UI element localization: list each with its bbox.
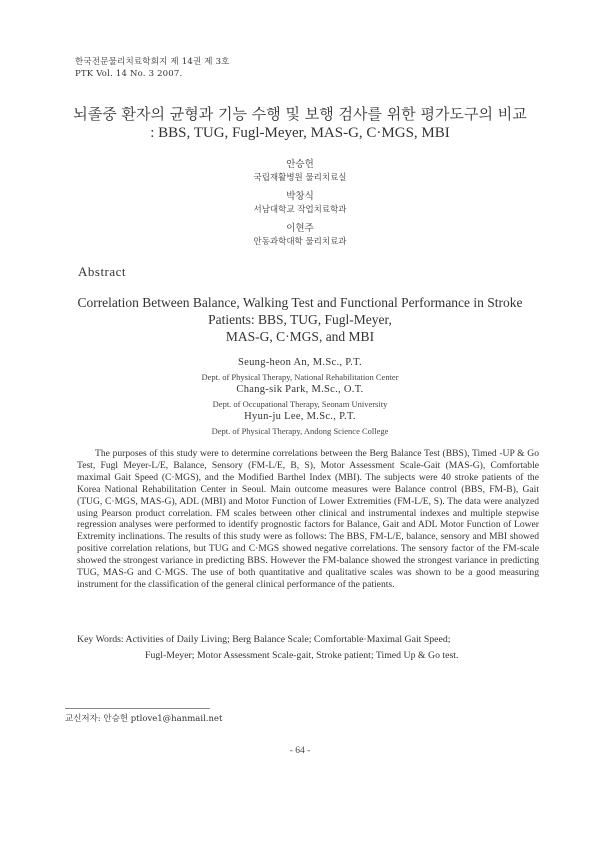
author-affiliation-korean: 서남대학교 작업치료학과 xyxy=(253,205,347,215)
paper-title-korean: 뇌졸중 환자의 균형과 기능 수행 및 보행 검사를 위한 평가도구의 비교 xyxy=(73,105,527,123)
english-title-line: Patients: BBS, TUG, Fugl-Meyer, xyxy=(208,312,392,327)
english-title-line: MAS-G, C·MGS, and MBI xyxy=(225,329,375,344)
footnote-divider xyxy=(65,708,210,709)
paper-subtitle: : BBS, TUG, Fugl-Meyer, MAS-G, C·MGS, MBI xyxy=(150,125,450,141)
journal-header-english: PTK Vol. 14 No. 3 2007. xyxy=(75,69,183,79)
author-name-korean: 박창식 xyxy=(286,191,314,202)
abstract-body: The purposes of this study were to determine correlations between the Berg Balance Test (BBS), Timed -UP & Go Test, Fugl Meyer-L/E, Balance, Sensory (FM-L/E, B, S), Motor Assessment Scale-Gait (MAS-G), Comfortable maximal Gait Speed (C·MGS), and the Modified Barthel Index (MBI). The subjects were 40 stroke patients of the Korea National Rehabilitation Center in Seoul. Main outcome measures were Balance control (BBS, FM-B), Gait (TUG, C·MGS, MAS-G), ADL (MBI) and Motor Function of Lower Extremities (FM-L/E, S). The data were analyzed using Pearson product correlation. FM scales between other clinical and instrumental indexes and multiple stepwise regression analyses were performed to identify prognostic factors for Balance, Gait and ADL Motor Function of Lower Extremity inclinations. The results of this study were as follows: The BBS, FM-L/E, balance, sensory and MBI showed positive correlation relations, but TUG and C·MGS showed negative correlations. The sensory factor of the FM-scale showed the strongest variance in predicting BBS. However the FM-balance showed the strongest variance in predicting TUG, MAS-G and C·MGS. The use of both quantitative and qualitative scales was shown to be a good measuring instrument for the classification of the general clinical performance of the patients. xyxy=(77,448,539,590)
journal-header-korean: 한국전문물리치료학회지 제 14권 제 3호 xyxy=(75,57,230,67)
keywords xyxy=(77,632,547,664)
keywords-line: Fugl-Meyer; Motor Assessment Scale-gait, Stroke patient; Timed Up & Go test. xyxy=(145,650,459,661)
abstract-heading: Abstract xyxy=(78,264,127,279)
page-number: - 64 - xyxy=(289,746,311,756)
author-name-korean: 안승헌 xyxy=(286,159,314,170)
author-name-english: Chang-sik Park, M.Sc., O.T. xyxy=(236,384,364,395)
corresponding-author-footnote: 교신저자: 안승헌 ptlove1@hanmail.net xyxy=(65,714,223,724)
author-name-korean: 이현주 xyxy=(286,223,314,234)
author-affiliation-korean: 안동과학대학 물리치료과 xyxy=(253,237,347,247)
english-title-line: Correlation Between Balance, Walking Test and Functional Performance in Stroke xyxy=(77,295,523,310)
keywords-line: Key Words: Activities of Daily Living; Berg Balance Scale; Comfortable·Maximal Gait Speed; xyxy=(77,634,451,645)
author-affiliation-english: Dept. of Occupational Therapy, Seonam University xyxy=(212,399,388,409)
author-affiliation-english: Dept. of Physical Therapy, Andong Science College xyxy=(211,426,389,436)
author-name-english: Hyun-ju Lee, M.Sc., P.T. xyxy=(244,411,356,422)
author-name-english: Seung-heon An, M.Sc., P.T. xyxy=(238,357,362,368)
author-affiliation-english: Dept. of Physical Therapy, National Rehabilitation Center xyxy=(201,372,399,382)
author-affiliation-korean: 국립재활병원 물리치료실 xyxy=(253,173,347,183)
